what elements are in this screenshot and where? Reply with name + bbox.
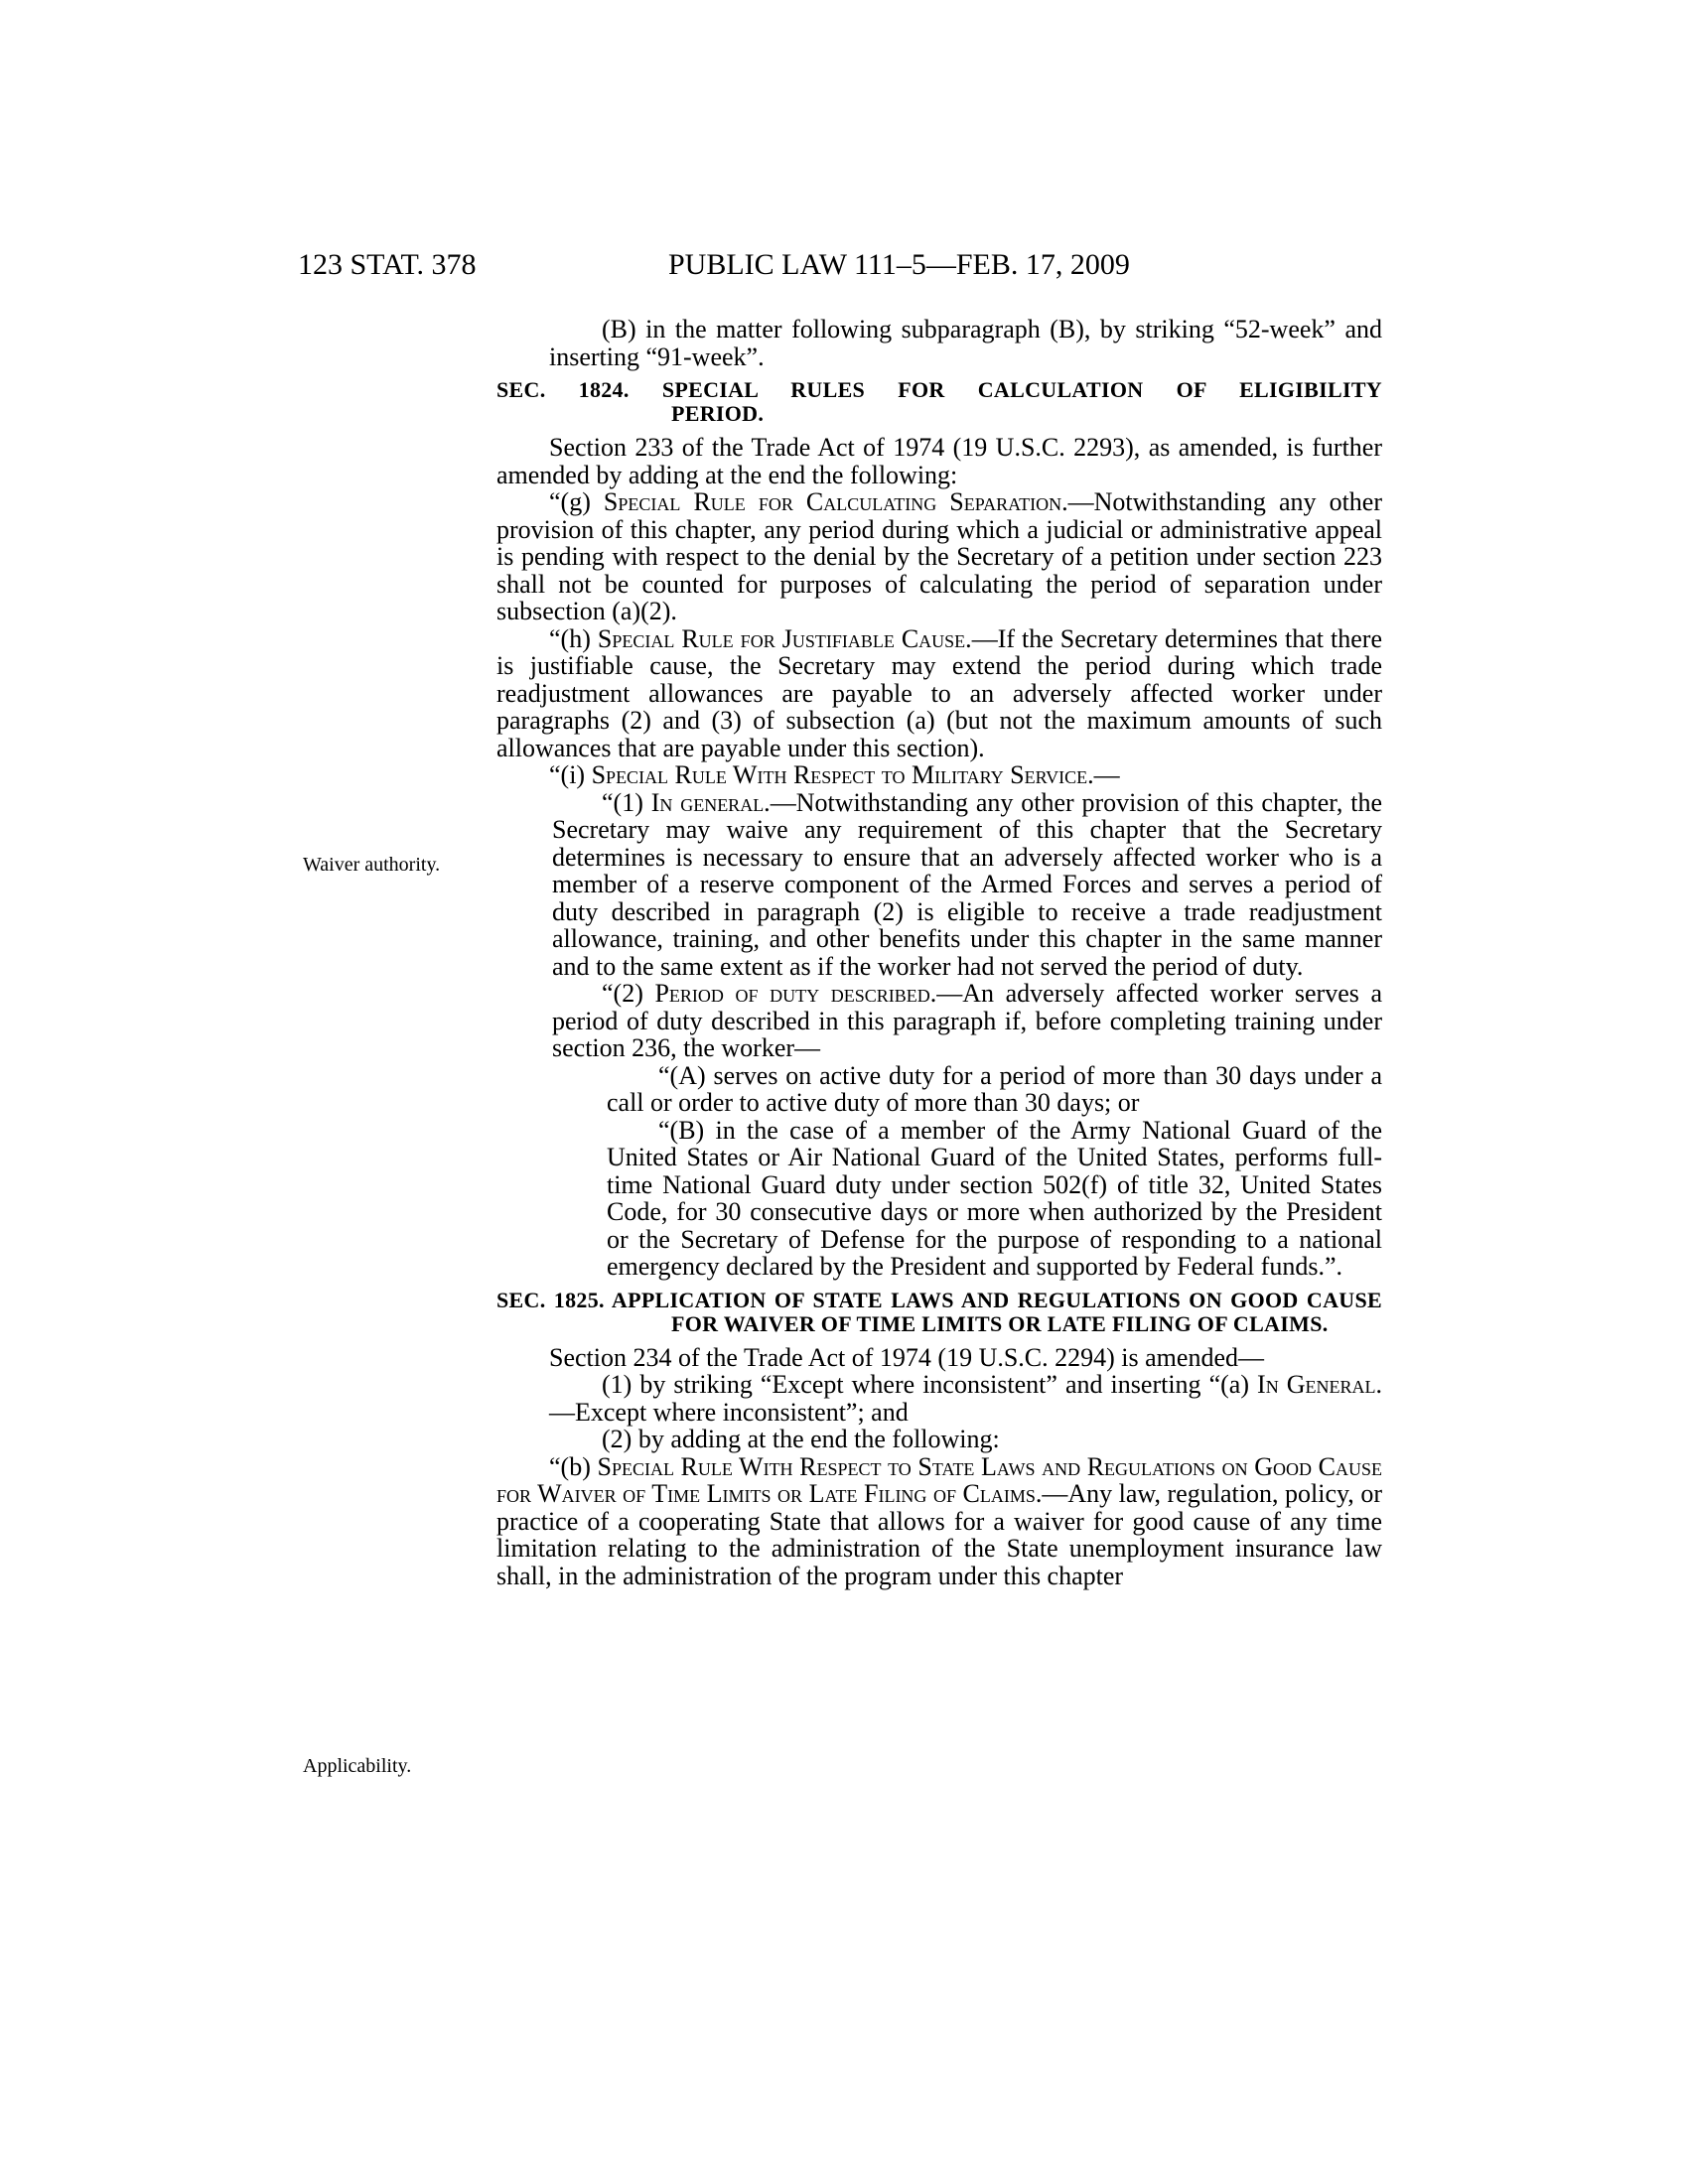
subsection-b-heading: Special Rule With Respect to State Laws and Regulations on Good Cause for Waiver of Time Limits or Late Filing of Claims. [496,1451,1382,1508]
paragraph-i-1-lead: “(1) [602,787,651,817]
amendment-item-1-post: —Except where inconsistent”; and [549,1397,909,1427]
margin-note-waiver: Waiver authority. [303,854,441,876]
amendment-item-2: (2) by adding at the end the following: [602,1425,1000,1453]
subsection-i-lead: “(i) [549,760,592,789]
subsection-h-heading: Special Rule for Justifiable Cause. [597,623,972,653]
subsection-g-text: —Notwithstanding any other provision of this chapter, any period during which a judicial or administrative appeal is pending with respect to the denial by the Secretary of a petition under section 223 shall not be counted for purposes of calculating the period of separation under subsection (a)(2). [496,487,1382,625]
law-title: PUBLIC LAW 111–5—FEB. 17, 2009 [668,248,1130,281]
paragraph-i-2-lead: “(2) [602,979,655,1008]
subsection-g [496,488,1382,625]
section-1824-intro: Section 233 of the Trade Act of 1974 (19 U.S.C. 2293), as amended, is further amended by adding at the end the following: [496,433,1382,489]
subparagraph-A: “(A) serves on active duty for a period of more than 30 days under a call or order to active duty of more than 30 days; or [607,1060,1382,1117]
paragraph-i-1-heading: In general. [650,787,771,817]
paragraph-i-1-text: —Notwithstanding any other provision of this chapter, the Secretary may waive any requirement of this chapter that the Secretary determines is necessary to ensure that an adversely affected worker who is a member of a reserve component of the Armed Forces and serves a period of duty described in paragraph (2) is eligible to receive a trade readjustment allowance, training, and other benefits under this chapter in the same manner and to the same extent as if the worker had not served the period of duty. [552,787,1382,981]
subsection-i-heading: Special Rule With Respect to Military Service. [591,760,1094,789]
subsection-h [496,625,1382,762]
subsection-b [496,1453,1382,1590]
subsection-h-text: —If the Secretary determines that there is justifiable cause, the Secretary may extend the period during which trade readjustment allowances are payable to an adversely affected worker under paragraphs (2) and (3) of subsection (a) (but not the maximum amounts of such allowances that are payable under this section). [496,623,1382,762]
subsection-b-text: —Any law, regulation, policy, or practice of a cooperating State that allows for a waiver for good cause of any time limitation relating to the administration of the State unemployment insurance law shall, in the administration of the program under this chapter [496,1479,1382,1590]
amendment-item-1-pre: (1) by striking “Except where inconsistent” and inserting “(a) [602,1370,1258,1399]
section-1825-intro: Section 234 of the Trade Act of 1974 (19 U.S.C. 2294) is amended— [549,1342,1264,1372]
paragraph-i-2-heading: Period of duty described. [654,979,937,1008]
margin-note-applicability: Applicability. [303,1755,412,1777]
subsection-g-lead: “(g) [549,487,604,516]
subsection-i-dash: — [1093,760,1120,789]
subparagraph-B: “(B) in the case of a member of the Army National Guard of the United States or Air National Guard of the United States, performs full-time National Guard duty under section 502(f) of title 32, United States Code, for 30 consecutive days or more when authorized by the President or the Secretary of Defense for the purpose of responding to a national emergency declared by the President and supported by Federal funds.”. [607,1115,1382,1281]
paragraph-i-1 [496,789,1382,981]
section-1824-heading: SEC. 1824. SPECIAL RULES FOR CALCULATION OF ELIGIBILITY PERIOD. [496,377,1382,426]
paragraph-b-end: (B) in the matter following subparagraph (B), by striking “52-week” and inserting “91-week”. [549,315,1382,371]
page-header [298,248,1291,288]
subsection-i [496,761,1382,789]
amendment-item-1-heading: In General. [1257,1370,1382,1399]
subsection-b-lead: “(b) [549,1451,598,1481]
subsection-h-lead: “(h) [549,623,598,653]
section-1825-heading: SEC. 1825. APPLICATION OF STATE LAWS AND REGULATIONS ON GOOD CAUSE FOR WAIVER OF TIME LIMITS OR LATE FILING OF CLAIMS. [496,1287,1382,1336]
amendment-item-1 [496,1371,1382,1426]
body-text [496,316,1382,1589]
page-citation: 123 STAT. 378 [298,248,477,281]
paragraph-i-2-text: —An adversely affected worker serves a period of duty described in this paragraph if, before completing training under section 236, the worker— [552,979,1383,1062]
paragraph-i-2 [496,980,1382,1062]
subsection-g-heading: Special Rule for Calculating Separation. [603,487,1068,516]
